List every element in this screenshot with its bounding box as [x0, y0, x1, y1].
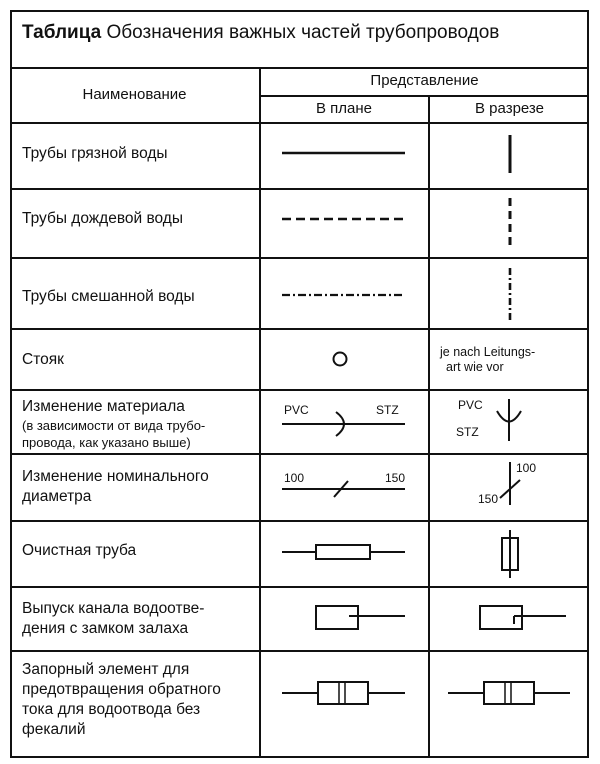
section-outlet-box: [480, 606, 522, 629]
plan-material-right-label: STZ: [376, 403, 399, 417]
shutoff-line-3: тока для водоотвода без: [22, 701, 201, 718]
header-representation: Представление: [370, 72, 479, 89]
header-name: Наименование: [82, 86, 187, 103]
plan-diameter-right-label: 150: [385, 471, 406, 485]
drain-outlet-line-2: дения с замком залаха: [22, 620, 189, 637]
section-riser-text-1: je nach Leitungs-: [440, 345, 536, 359]
shutoff-line-1: Запорный элемент для: [22, 661, 190, 678]
row-name-cleaning-pipe: Очистная труба: [22, 542, 137, 559]
section-riser-text-2: art wie vor: [446, 360, 504, 374]
section-material-bottom-label: STZ: [456, 425, 479, 439]
title-bold: Таблица: [22, 22, 102, 43]
material-change-note-1: (в зависимости от вида трубо-: [22, 418, 206, 433]
row-name-dirty-water: Трубы грязной воды: [22, 145, 168, 162]
header-plan: В плане: [315, 100, 372, 117]
section-diameter-top-label: 100: [516, 461, 537, 475]
plan-material-left-label: PVC: [284, 403, 309, 417]
section-diameter-bottom-label: 150: [478, 492, 499, 506]
header-section: В разрезе: [475, 100, 544, 117]
row-name-rain-water: Трубы дождевой воды: [22, 210, 183, 227]
section-material-top-label: PVC: [458, 398, 483, 412]
title-rest: Обозначения важных частей трубопроводов: [101, 22, 500, 43]
row-name-riser: Стояк: [22, 351, 64, 368]
plan-diameter-left-label: 100: [284, 471, 305, 485]
section-shutoff-box: [484, 682, 534, 704]
drain-outlet-line-1: Выпуск канала водоотве-: [22, 600, 205, 617]
diameter-change-line-2: диаметра: [22, 488, 92, 505]
material-change-note-2: провода, как указано выше): [22, 435, 191, 450]
shutoff-line-2: предотвращения обратного: [22, 681, 221, 698]
diameter-change-line-1: Изменение номинального: [22, 468, 209, 485]
row-name-mixed-water: Трубы смешанной воды: [22, 288, 195, 305]
material-change-title: Изменение материала: [22, 398, 185, 415]
shutoff-line-4: фекалий: [22, 721, 86, 738]
